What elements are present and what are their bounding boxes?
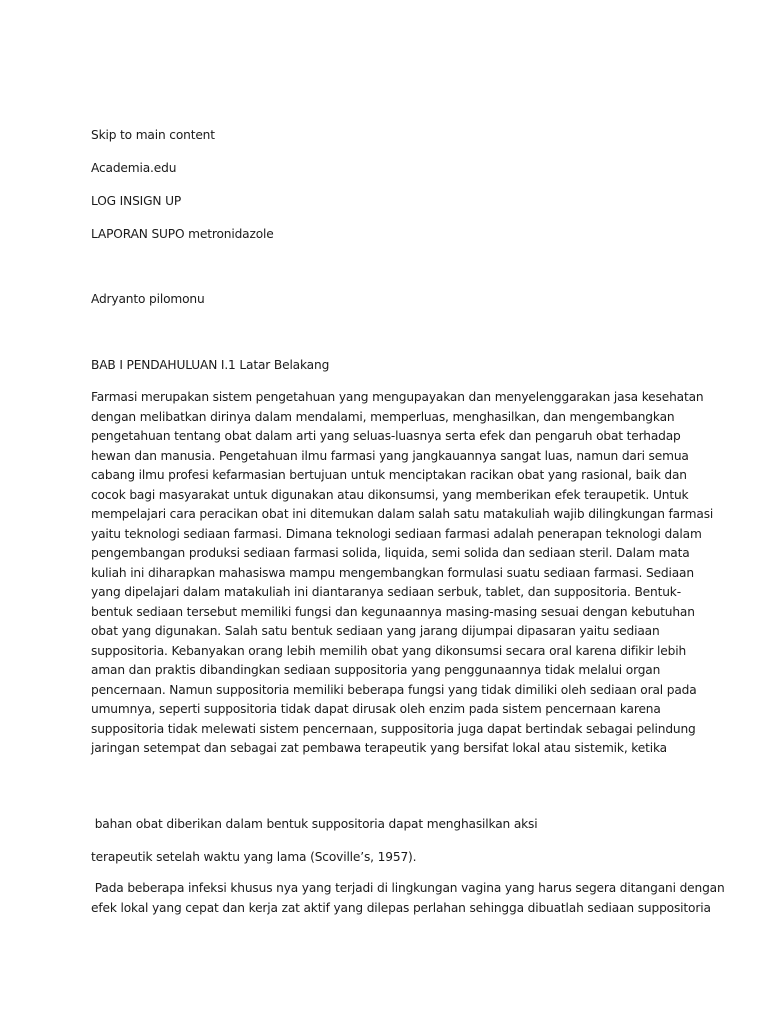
- paragraph-line: yang dipelajari dalam matakuliah ini diantaranya sediaan serbuk, tablet, dan suppositoria. Bentuk-: [91, 585, 681, 599]
- paragraph-line: hewan dan manusia. Pengetahuan ilmu farmasi yang jangkauannya sangat luas, namun dari semua: [91, 448, 689, 463]
- body-paragraph-1: [91, 388, 714, 759]
- chapter-heading: BAB I PENDAHULUAN I.1 Latar Belakang: [91, 358, 330, 372]
- paragraph-line: dengan melibatkan dirinya dalam mendalami, memperluas, menghasilkan, dan mengembangkan: [91, 409, 675, 424]
- paragraph-line: Pada beberapa infeksi khusus nya yang terjadi di lingkungan vagina yang harus segera ditangani dengan: [91, 881, 725, 895]
- paragraph-line: bentuk sediaan tersebut memiliki fungsi dan kegunaannya masing-masing sesuai dengan kebutuhan: [91, 604, 695, 619]
- paragraph-line: mempelajari cara peracikan obat ini ditemukan dalam salah satu matakuliah wajib dilingkungan farmasi: [91, 507, 714, 521]
- continuation-line-1: bahan obat diberikan dalam bentuk suppositoria dapat menghasilkan aksi: [91, 817, 538, 831]
- author-name[interactable]: Adryanto pilomonu: [91, 292, 205, 306]
- paragraph-line: cocok bagi masyarakat untuk digunakan atau dikonsumsi, yang memberikan efek teraupetik. Untuk: [91, 487, 689, 502]
- paragraph-line: suppositoria. Kebanyakan orang lebih memilih obat yang dikonsumsi secara oral karena difikir lebih: [91, 643, 687, 658]
- paragraph-line: cabang ilmu profesi kefarmasian bertujuan untuk menciptakan racikan obat yang rasional, baik dan: [91, 468, 687, 482]
- skip-to-content-link[interactable]: [91, 125, 215, 145]
- paragraph-line: obat yang digunakan. Salah satu bentuk sediaan yang jarang dijumpai dipasaran yaitu sediaan: [91, 624, 660, 638]
- paragraph-line: yaitu teknologi sediaan farmasi. Dimana teknologi sediaan farmasi adalah penerapan teknologi dalam: [91, 526, 702, 541]
- continuation-line-2: terapeutik setelah waktu yang lama (Scoville’s, 1957).: [91, 850, 417, 864]
- paragraph-line: kuliah ini diharapkan mahasiswa mampu mengembangkan formulasi suatu sediaan farmasi. Sediaan: [91, 565, 694, 580]
- paragraph-line: pengembangan produksi sediaan farmasi solida, liquida, semi solida dan sediaan steril. Dalam mata: [91, 546, 690, 560]
- paragraph-line: efek lokal yang cepat dan kerja zat aktif yang dilepas perlahan sehingga dibuatlah sediaan suppositoria: [91, 900, 711, 915]
- paragraph-line: pencernaan. Namun suppositoria memiliki beberapa fungsi yang tidak dimiliki oleh sediaan oral pada: [91, 682, 697, 697]
- paragraph-line: Farmasi merupakan sistem pengetahuan yang mengupayakan dan menyelenggarakan jasa kesehatan: [91, 390, 704, 404]
- site-name[interactable]: Academia.edu: [91, 161, 177, 175]
- paragraph-line: pengetahuan tentang obat dalam arti yang seluas-luasnya serta efek dan pengaruh obat terhadap: [91, 429, 681, 443]
- body-paragraph-2: [91, 879, 725, 918]
- paragraph-line: suppositoria tidak melewati sistem pencernaan, suppositoria juga dapat bertindak sebagai pelindung: [91, 721, 696, 736]
- paragraph-line: umumnya, seperti suppositoria tidak dapat dirusak oleh enzim pada sistem pencernaan karena: [91, 702, 661, 716]
- paragraph-line: aman dan praktis dibandingkan sediaan suppositoria yang penggunaannya tidak melalui organ: [91, 663, 661, 677]
- paragraph-line: jaringan setempat dan sebagai zat pembawa terapeutik yang bersifat lokal atau sistemik, ketika: [91, 741, 667, 755]
- login-signup-links[interactable]: LOG INSIGN UP: [91, 194, 182, 208]
- document-title: LAPORAN SUPO metronidazole: [91, 227, 274, 241]
- skip-link-anchor[interactable]: Skip to main content: [91, 128, 215, 142]
